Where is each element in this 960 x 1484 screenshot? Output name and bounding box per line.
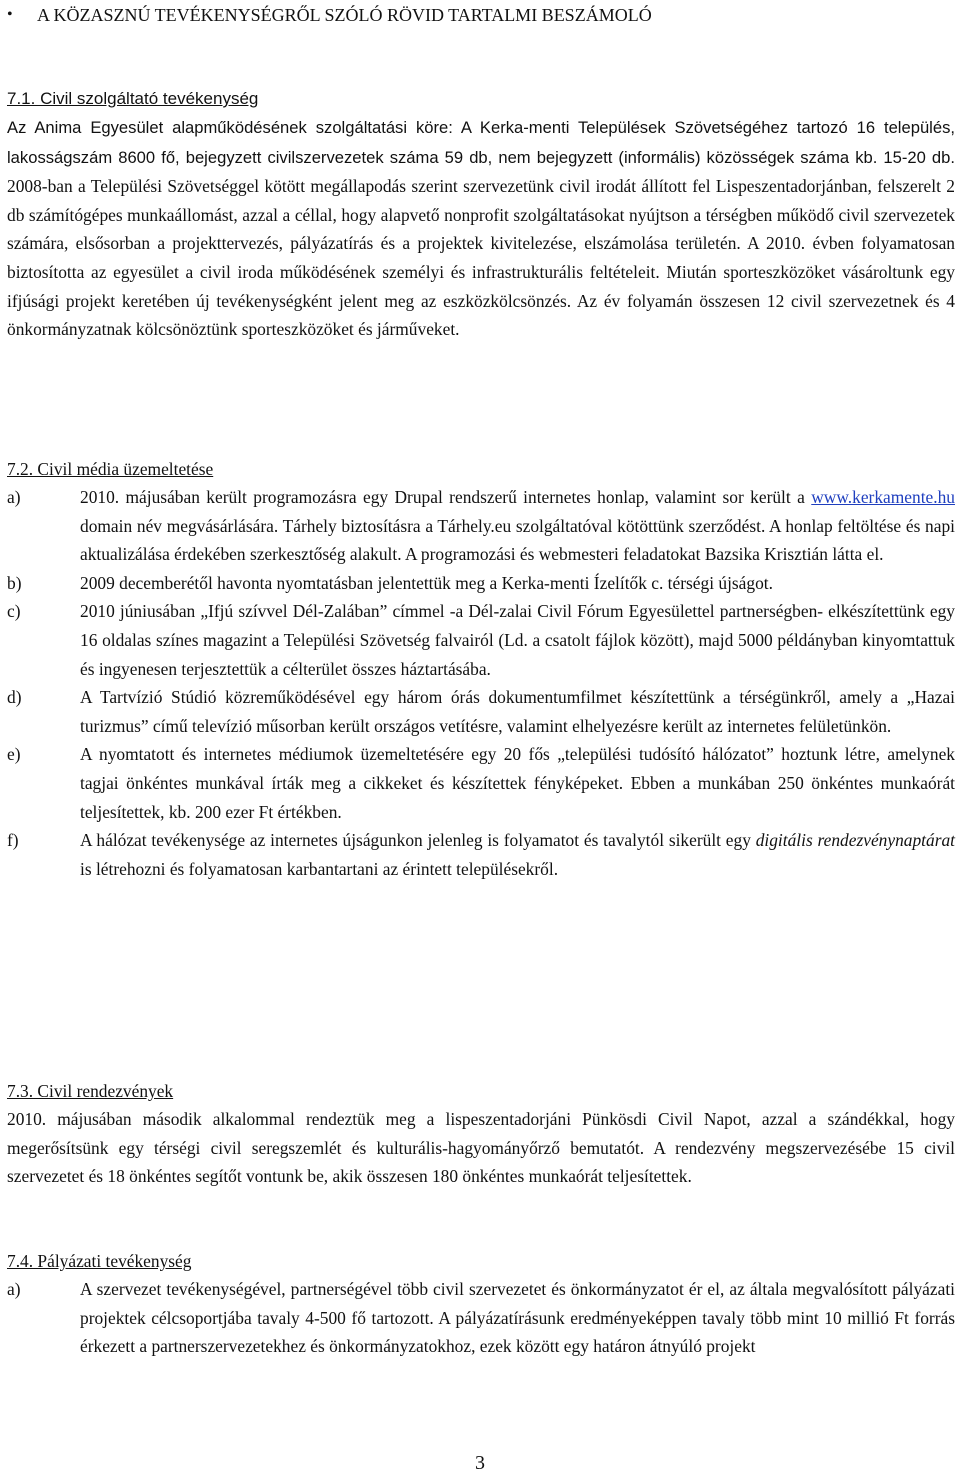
list-marker: d) <box>7 687 22 708</box>
list-marker: a) <box>7 487 21 507</box>
section-7-1-intro: Az Anima Egyesület alapműködésének szolgáltatási köre: A Kerka-menti Települések Szövetségéhez tartozó 16 település, lakosságszám 8600 fő, bejegyzett civilszervezetek száma 59 db, nem bejegyzett (informális) közösségek száma kb. 15-20 db. <box>7 118 955 167</box>
list-item: d) A Tartvízió Stúdió közreműködésével egy három órás dokumentumfilmet készítettünk a térségünkről, amely a „Hazai turizmus” című televízió műsorban került országos vetítésre, valamint elhelyezésre került az internetes felületünkön. <box>7 683 955 740</box>
list-item: a) 2010. májusában került programozásra egy Drupal rendszerű internetes honlap, valamint sor került a www.kerkamente.hu domain név megvásárlására. Tárhely biztosításra a Tárhely.eu szolgáltatóval kötöttünk szerződést. A honlap feltöltése és napi aktualizálása érdekében szerkesztőség alakult. A programozási és webmesteri feladatokat Bazsika Krisztián látta el. <box>7 483 955 569</box>
list-item: c) 2010 júniusában „Ifjú szívvel Dél-Zalában” címmel -a Dél-zalai Civil Fórum Egyesülettel partnerségben- elkészítettünk egy 16 oldalas színes magazint a Települési Szövetség falvairól (Ld. a csatolt fájlok között), majd 5000 példányban kinyomtattuk és ingyenesen terjesztettük a célterület összes háztartásába. <box>7 597 955 683</box>
section-7-3-paragraph: 2010. májusában második alkalommal rendeztük meg a lispeszentadorjáni Pünkösdi Civil Napot, azzal a szándékkal, hogy megerősítsünk egy térségi civil seregszemlét és kulturális-hagyományőrző bemutatót. A rendezvény megszervezésébe 15 civil szervezetet és 18 önkéntes segítőt vontunk be, akik összesen 180 önkéntes munkaórát teljesítettek. <box>7 1109 955 1187</box>
list-item: e) A nyomtatott és internetes médiumok üzemeltetésére egy 20 fős „települési tudósító hálózatot” hoztunk létre, amelynek tagjai önkéntes munkával írták meg a cikkeket és készítettek fényképeket. Ebben a munkában 250 önkéntes munkaórát teljesítettek, kb. 200 ezer Ft értékben. <box>7 740 955 826</box>
page-number: 3 <box>475 1452 485 1474</box>
section-7-1-heading: 7.1. Civil szolgáltató tevékenység <box>7 89 259 108</box>
list-item: f) A hálózat tevékenysége az internetes újságunkon jelenleg is folyamatot és tavalytól sikerült egy digitális rendezvénynaptárat is létrehozni és folyamatosan karbantartani az érintett településekről. <box>7 826 955 883</box>
list-marker: e) <box>7 744 21 765</box>
section-7-2-list <box>7 483 955 883</box>
list-marker: f) <box>7 830 19 851</box>
list-item: a) A szervezet tevékenységével, partnerségével több civil szervezetet és önkormányzatot ér el, az általa megvalósított pályázati projektek célcsoportjába tavaly 4-500 fő tartozott. A pályázatírásunk eredményeképpen tavaly több mint 10 millió Ft forrás érkezett a partnerszervezetekhez és önkormányzatokhoz, ezek között egy határon átnyúló projekt <box>7 1275 955 1361</box>
bullet-icon: • <box>7 6 13 23</box>
section-7-2-heading: 7.2. Civil média üzemeltetése <box>7 459 214 479</box>
document-title <box>7 3 955 27</box>
list-marker: a) <box>7 1279 21 1299</box>
section-7-1-body: 2008-ban a Települési Szövetséggel kötött megállapodás szerint szervezetünk civil irodát állított fel Lispeszentadorjánban, felszerelt 2 db számítógépes munkaállomást, azzal a céllal, hogy alapvető nonprofit szolgáltatásokat nyújtson a térségben működő civil szervezetek számára, elsősorban a projekttervezés, pályázatírás és a projektek kivitelezése, elszámolása területén. A 2010. évben folyamatosan biztosította az egyesület a civil iroda működésének személyi és infrastrukturális feltételeit. Miután sporteszközöket vásároltunk egy ifjúsági projekt keretében új tevékenységként jelent meg az eszközkölcsönzés. Az év folyamán összesen 12 civil szervezetnek és 4 önkormányzatnak kölcsönöztünk sporteszközöket és járműveket. <box>7 176 955 340</box>
section-7-4-heading: 7.4. Pályázati tevékenység <box>7 1251 192 1271</box>
list-item: b) 2009 decemberétől havonta nyomtatásban jelentettük meg a Kerka-menti Ízelítők c. térségi újságot. <box>7 569 955 598</box>
kerkamente-link[interactable]: www.kerkamente.hu <box>811 487 955 507</box>
list-marker: c) <box>7 601 21 622</box>
section-7-3-heading: 7.3. Civil rendezvények <box>7 1081 174 1101</box>
list-marker: b) <box>7 572 22 593</box>
italic-term: digitális rendezvénynaptárat <box>755 830 955 851</box>
document-title-text: A KÖZASZNÚ TEVÉKENYSÉGRŐL SZÓLÓ RÖVID TARTALMI BESZÁMOLÓ <box>37 5 652 25</box>
section-7-4-list <box>7 1275 955 1361</box>
section-7-1-paragraph <box>7 113 955 344</box>
